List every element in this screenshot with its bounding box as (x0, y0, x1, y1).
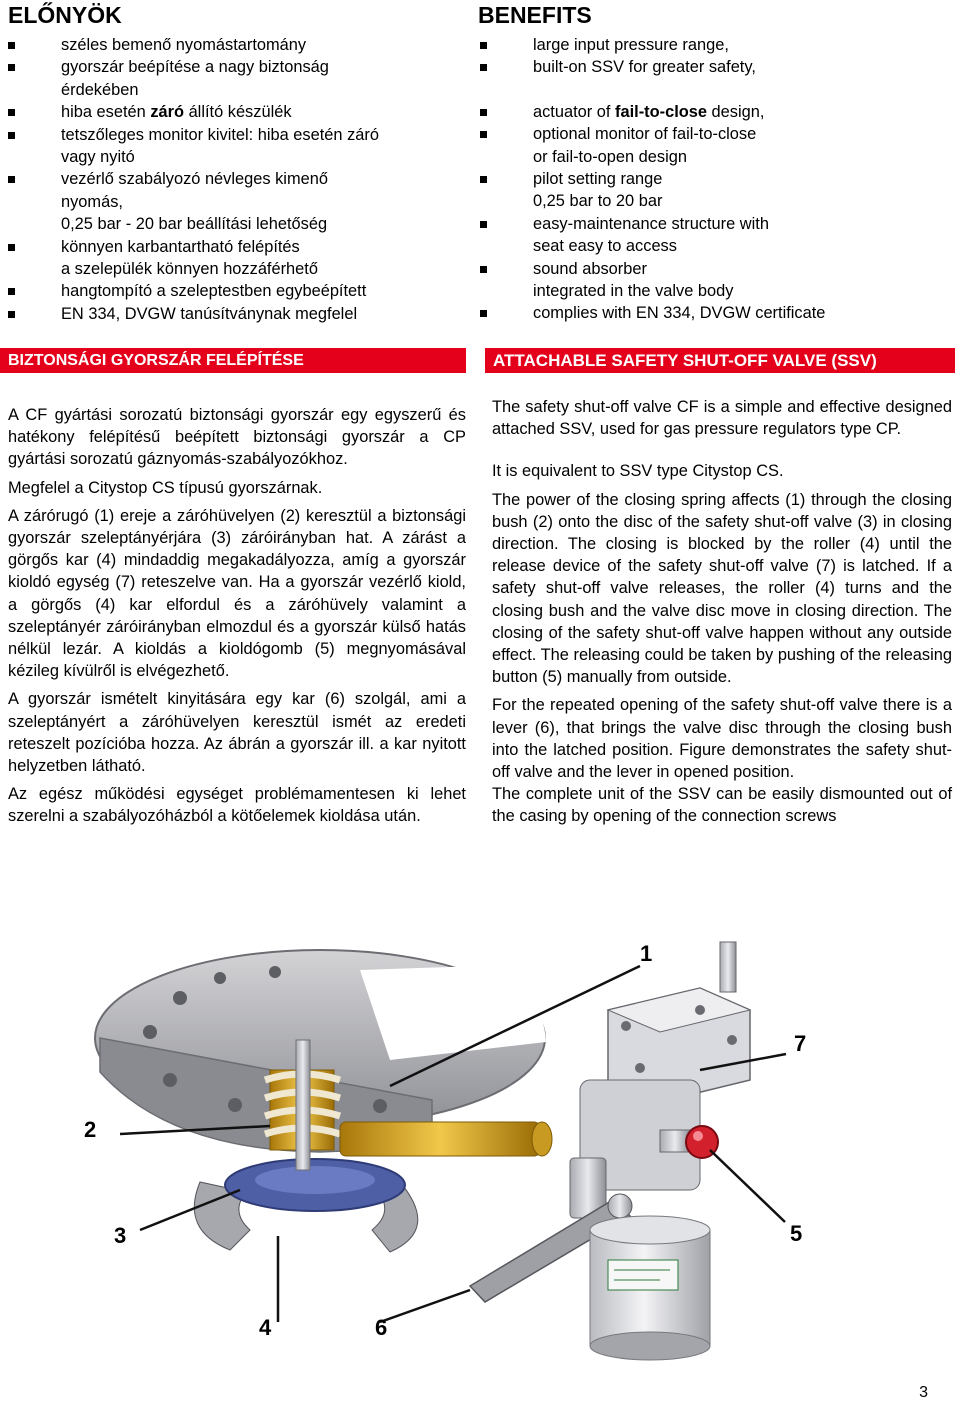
list-item: large input pressure range, (478, 34, 954, 56)
bullet-square-icon (480, 310, 487, 317)
bullet-square-icon (480, 266, 487, 273)
paragraph: The safety shut-off valve CF is a simple and effective designed attached SSV, used for gas pressure regulators type CP. (492, 398, 952, 439)
paragraph: A CF gyártási sorozatú biztonsági gyorszár egy egyszerű és hatékony felépítésű beépített biztonsági gyorszár a CP gyártási sorozatú gáznyomás-szabályozókhoz. (8, 406, 466, 469)
list-item: optional monitor of fail-to-close (478, 123, 954, 145)
list-item: vezérlő szabályozó névleges kimenő (8, 168, 466, 190)
paragraph: It is equivalent to SSV type Citystop CS. (492, 462, 784, 481)
paragraph: Megfelel a Citystop CS típusú gyorszárnak. (8, 478, 323, 497)
failclose-text: hiba esetén záró állító készülék (61, 103, 292, 122)
description-en (492, 396, 952, 828)
list-item: built-on SSV for greater safety, (478, 56, 954, 78)
pilot-cylinder (590, 1216, 710, 1360)
list-item: pilot setting range (478, 168, 954, 190)
benefits-heading: BENEFITS (478, 2, 592, 28)
bullet-square-icon (8, 311, 15, 318)
list-item: complies with EN 334, DVGW certificate (478, 302, 954, 324)
list-item: EN 334, DVGW tanúsítványnak megfelel (8, 303, 466, 325)
list-item: gyorszár beépítése a nagy biztonság (8, 56, 466, 78)
paragraph: Az egész működési egységet problémamentesen ki lehet szerelni a szabályozóházból a kötőelemek kioldása után. (8, 785, 466, 826)
list-item: easy-maintenance structure with (478, 213, 954, 235)
bullet-square-icon (480, 176, 487, 183)
list-item-continuation: or fail-to-open design (533, 147, 687, 166)
bullet-square-icon (8, 64, 15, 71)
bullet-square-icon (8, 288, 15, 295)
bullet-square-icon (8, 132, 15, 139)
list-item: tetszőleges monitor kivitel: hiba esetén záró (8, 124, 466, 146)
list-item-continuation: a szelepülék könnyen hozzáférhető (61, 260, 318, 279)
callout-5: 5 (790, 1221, 803, 1246)
bullet-square-icon (8, 244, 15, 251)
advantages-list (8, 34, 466, 325)
list-item (478, 101, 954, 123)
callout-3: 3 (114, 1223, 127, 1248)
left-column (8, 0, 466, 325)
list-item-continuation: vagy nyitó (61, 148, 135, 167)
bullet-square-icon (8, 176, 15, 183)
right-column (478, 0, 954, 325)
paragraph: For the repeated opening of the safety shut-off valve there is a lever (6), that brings the valve disc through the closing bush into the latched position. Figure demonstrates the safety shut-off valve and the lever in opened position. (492, 696, 952, 782)
advantages-heading: ELŐNYÖK (8, 2, 122, 28)
list-item-continuation: seat easy to access (533, 237, 677, 256)
callout-4: 4 (259, 1315, 272, 1340)
release-device (570, 942, 750, 1218)
description-hu (8, 404, 466, 828)
bullet-square-icon (480, 64, 487, 71)
failclose-text: actuator of fail-to-close design, (533, 102, 765, 121)
page-number: 3 (919, 1384, 928, 1401)
callout-7: 7 (794, 1031, 807, 1056)
bullet-square-icon (480, 221, 487, 228)
list-item (8, 101, 466, 123)
bullet-square-icon (8, 42, 15, 49)
callout-2: 2 (84, 1117, 97, 1142)
list-item-continuation: 0,25 bar - 20 bar beállítási lehetőség (61, 215, 328, 234)
bullet-square-icon (480, 109, 487, 116)
list-item-continuation: 0,25 bar to 20 bar (533, 192, 663, 211)
list-item: sound absorber (478, 258, 954, 280)
list-item: hangtompító a szeleptestben egybeépített (8, 280, 466, 302)
callout-1: 1 (640, 941, 653, 966)
list-item: széles bemenő nyomástartomány (8, 34, 466, 56)
paragraph: The complete unit of the SSV can be easily dismounted out of the casing by opening of the connection screws (492, 785, 952, 826)
list-item-continuation: integrated in the valve body (533, 282, 734, 301)
section-bar-hu: BIZTONSÁGI GYORSZÁR FELÉPÍTÉSE (0, 348, 466, 373)
paragraph: The power of the closing spring affects (1) through the closing bush (2) onto the disc of the safety shut-off valve (3) in closing direction. The closing is blocked by the roller (4) until the release device of the safety shut-off valve (7) is latched. If a safety shut-off valve releases, the roller (4) turns and the closing bush and the valve disc move in closing direction. The closing of the safety shut-off valve happen without any outside effect. The releasing could be taken by pushing of the releasing button (5) manually from outside. (492, 490, 952, 687)
connecting-pipe (340, 1122, 552, 1156)
paragraph: A zárórugó (1) ereje a záróhüvelyen (2) keresztül a biztonsági gyorszár szeleptányérjára (3) záróirányban hat. A zárást a görgős kar (4) mindaddig megakadályozza, amíg a gyorszár kioldó egység (7) reteszelve van. Ha a gyorszár vezérlő kiold, a görgős (4) kar elfordul és a záróhüvely valamint a szeleptányér záróirányban elmozdul és a gyorszár külső hatás nélkül lezár. A kioldás a kioldógomb (5) megnyomásával kézileg kívülről is elvégezhető. (8, 506, 466, 681)
bullet-square-icon (480, 42, 487, 49)
callout-6: 6 (375, 1315, 388, 1340)
list-item: könnyen karbantartható felépítés (8, 236, 466, 258)
list-item-continuation: nyomás, (61, 192, 123, 211)
bullet-square-icon (480, 131, 487, 138)
paragraph: A gyorszár ismételt kinyitására egy kar (6) szolgál, ami a szeleptányért a záróhüvelyen keresztül ismét az eredeti reteszelt pozícióba hozza. Az ábrán a gyorszár ill. a kar nyitott helyzetben látható. (8, 690, 466, 776)
lower-cage (194, 1159, 417, 1252)
list-item-continuation: érdekében (61, 80, 139, 99)
ssv-cutaway-illustration (60, 930, 940, 1370)
benefits-list (478, 34, 954, 325)
section-bar-en: ATTACHABLE SAFETY SHUT-OFF VALVE (SSV) (485, 348, 955, 373)
bullet-square-icon (8, 109, 15, 116)
